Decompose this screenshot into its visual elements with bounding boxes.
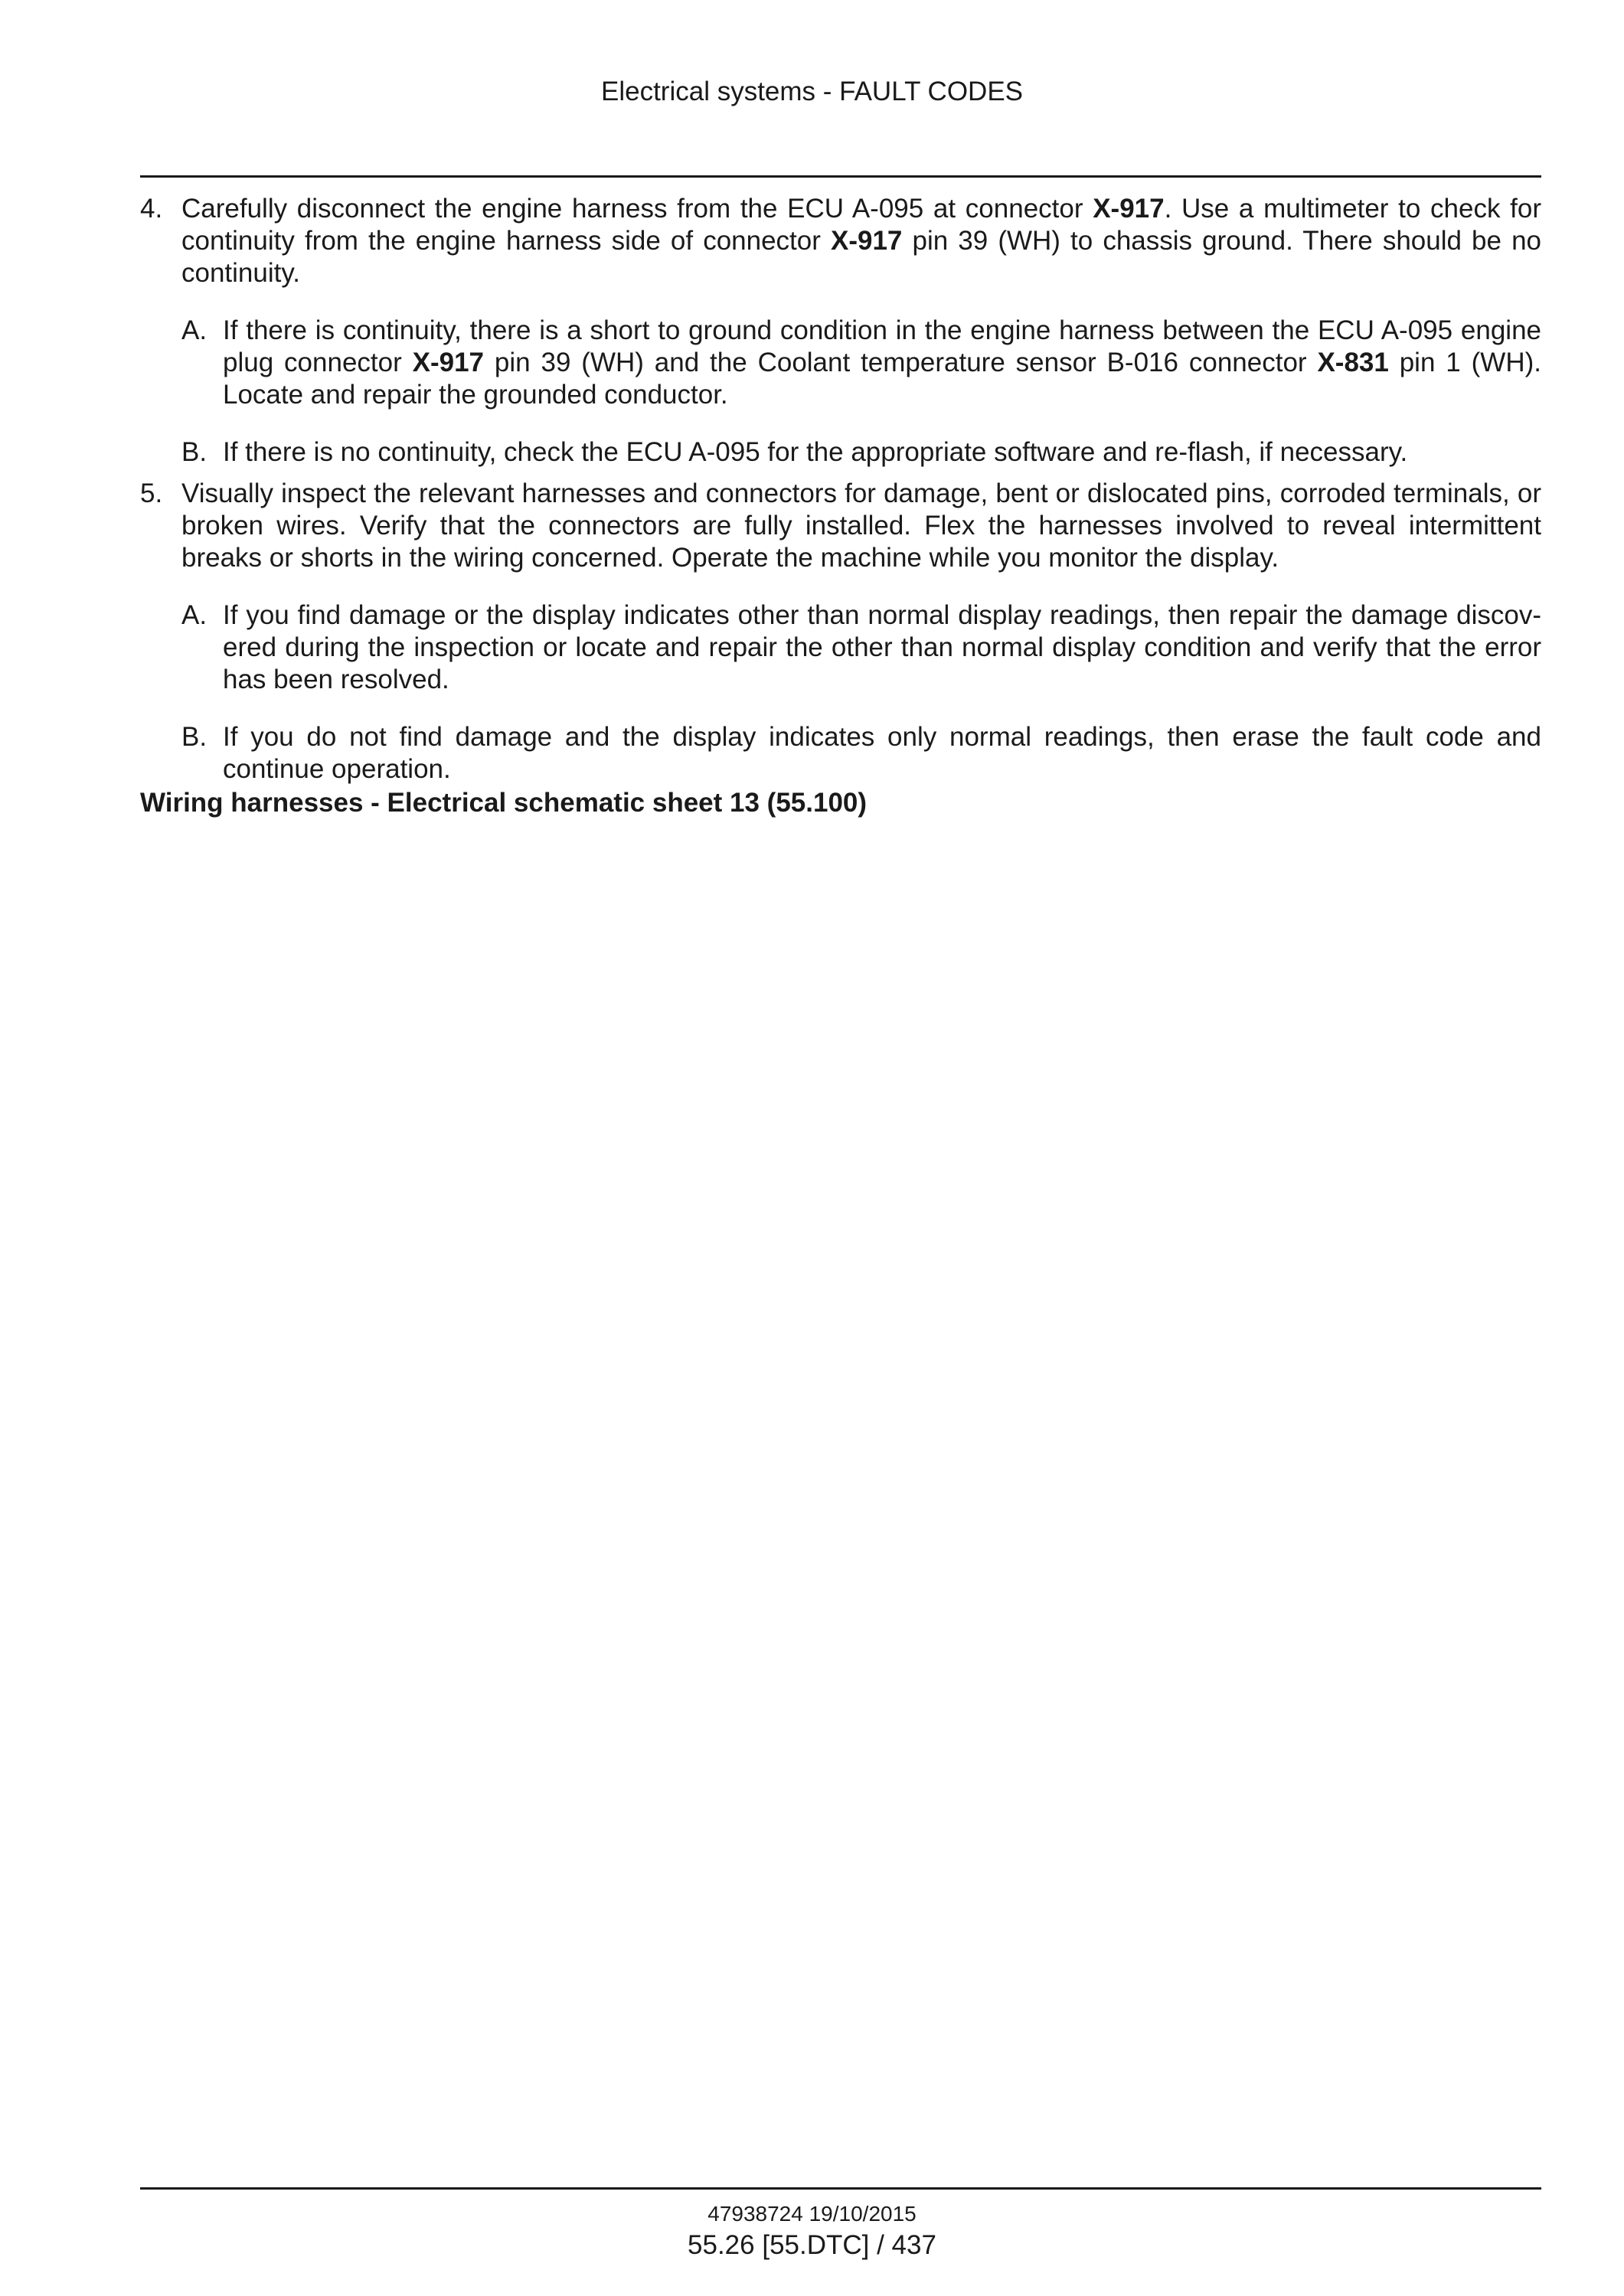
step-4-text <box>181 194 1541 288</box>
connector-ref: X-917 <box>831 226 903 256</box>
substep-text: If there is no continuity, check the ECU A-095 for the appropriate software and re-flash, if necessary. <box>223 437 1408 467</box>
substep-text: If you find damage or the display indicates other than normal display readings, then repair the damage discov-ered during the inspection or locate and repair the other than normal display condition and verify that the error has been resolved. <box>223 600 1541 694</box>
schematic-reference-link[interactable]: Wiring harnesses - Electrical schematic sheet 13 (55.100) <box>140 788 868 818</box>
text-run: . Use a multimeter to check for continuity from the engine harness side of connector <box>181 194 1541 256</box>
step-5-substep-b <box>140 721 1541 785</box>
page-header-title: Electrical systems - FAULT CODES <box>600 77 1024 106</box>
header-rule <box>140 175 1541 178</box>
step-5 <box>140 478 1541 574</box>
connector-ref: X-917 <box>412 348 485 377</box>
connector-ref: X-917 <box>1093 194 1165 224</box>
footer-rule <box>140 2187 1541 2190</box>
substep-text: If you do not find damage and the display indicates only normal readings, then erase the fault code and continue operation. <box>223 722 1541 784</box>
step-number: 4. <box>140 194 163 224</box>
text-run: pin 1 (WH). Locate and repair the grounded conductor. <box>223 348 1541 410</box>
step-4 <box>140 193 1541 289</box>
connector-ref: X-831 <box>1317 348 1389 377</box>
text-run: If there is continuity, there is a short to ground condition in the engine harness between the ECU A-095 engine plug connector <box>223 315 1541 377</box>
page-content <box>140 193 1541 819</box>
substep-text <box>223 315 1541 410</box>
substep-letter: B. <box>181 722 207 752</box>
substep-letter: A. <box>181 600 207 630</box>
substep-letter: A. <box>181 315 207 345</box>
step-5-substep-a <box>140 599 1541 696</box>
step-4-substep-b <box>140 436 1541 469</box>
footer-page-number: 55.26 [55.DTC] / 437 <box>688 2230 936 2260</box>
step-5-text: Visually inspect the relevant harnesses and connectors for damage, bent or dislocated pins, corroded terminals, or broken wires. Verify that the connectors are fully installed. Flex the harnesses involved to reveal intermittent breaks or shorts in the wiring concerned. Operate the machine while you monitor the display. <box>181 478 1541 573</box>
footer-document-id: 47938724 19/10/2015 <box>707 2202 917 2226</box>
step-number: 5. <box>140 478 163 508</box>
step-4-substep-a <box>140 315 1541 411</box>
text-run: Carefully disconnect the engine harness from the ECU A-095 at connector <box>181 194 1093 224</box>
substep-letter: B. <box>181 437 207 467</box>
text-run: pin 39 (WH) and the Coolant temperature sensor B-016 connector <box>484 348 1318 377</box>
text-run: pin 39 (WH) to chassis ground. There should be no continuity. <box>181 226 1542 288</box>
